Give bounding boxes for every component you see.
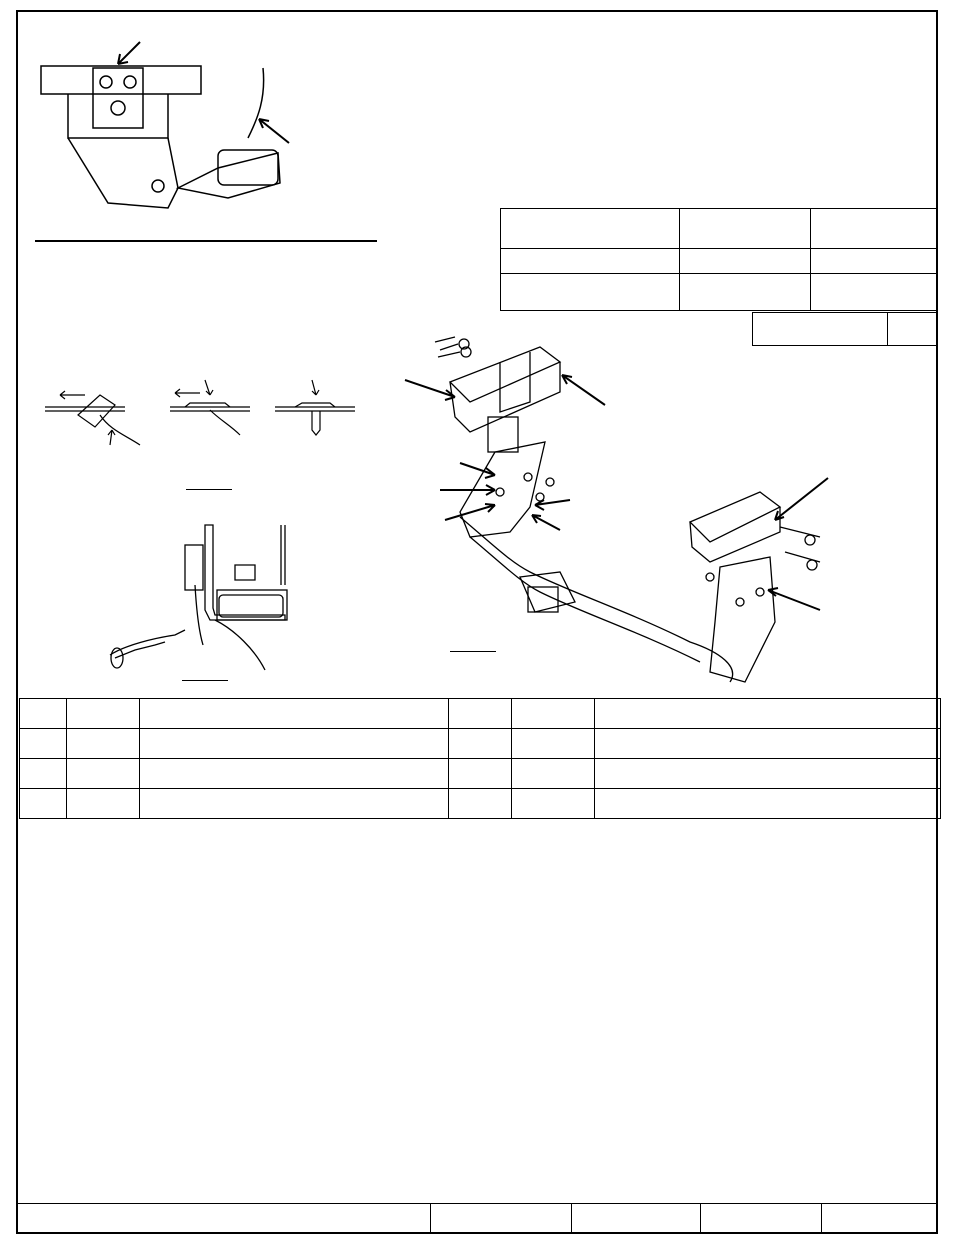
heading-underline	[35, 240, 377, 242]
parts-cell	[449, 699, 512, 729]
parts-cell	[140, 759, 449, 789]
parts-cell	[67, 759, 140, 789]
parts-cell	[67, 789, 140, 819]
callout-arrows	[400, 370, 840, 620]
parts-cell	[512, 699, 595, 729]
fastener-diagrams	[40, 375, 360, 495]
figure-label-underline	[186, 489, 232, 490]
parts-cell	[67, 729, 140, 759]
parts-cell	[449, 729, 512, 759]
parts-cell	[140, 729, 449, 759]
footer-cell	[701, 1204, 822, 1234]
parts-cell	[20, 759, 67, 789]
parts-cell	[512, 759, 595, 789]
parts-cell	[140, 789, 449, 819]
footer-cell	[822, 1204, 938, 1234]
spec-cell	[680, 209, 811, 249]
parts-cell	[140, 699, 449, 729]
parts-cell	[595, 729, 941, 759]
parts-cell	[449, 789, 512, 819]
spec-table	[500, 208, 938, 311]
footer-cell	[431, 1204, 572, 1234]
footer-cell	[572, 1204, 701, 1234]
parts-cell	[449, 759, 512, 789]
parts-cell	[595, 759, 941, 789]
bolt-detail-drawing	[105, 520, 295, 675]
footer-title-block	[17, 1203, 938, 1234]
parts-cell	[512, 729, 595, 759]
parts-cell	[595, 699, 941, 729]
spec-cell	[811, 274, 938, 311]
spec-cell	[811, 249, 938, 274]
parts-cell	[20, 699, 67, 729]
spec-cell	[680, 274, 811, 311]
spec-cell	[811, 209, 938, 249]
parts-cell	[20, 789, 67, 819]
figure-label-underline	[450, 651, 496, 652]
parts-cell	[20, 729, 67, 759]
figure-label-underline	[182, 680, 228, 681]
footer-cell	[18, 1204, 431, 1234]
spec-cell	[501, 274, 680, 311]
spec-cell	[680, 249, 811, 274]
parts-cell	[512, 789, 595, 819]
small-box-cell	[888, 313, 938, 346]
parts-table	[19, 698, 941, 819]
parts-cell	[595, 789, 941, 819]
parts-cell	[67, 699, 140, 729]
spec-cell	[501, 249, 680, 274]
arrow-icon	[112, 40, 142, 70]
arrow-icon	[255, 115, 295, 145]
spec-cell	[501, 209, 680, 249]
